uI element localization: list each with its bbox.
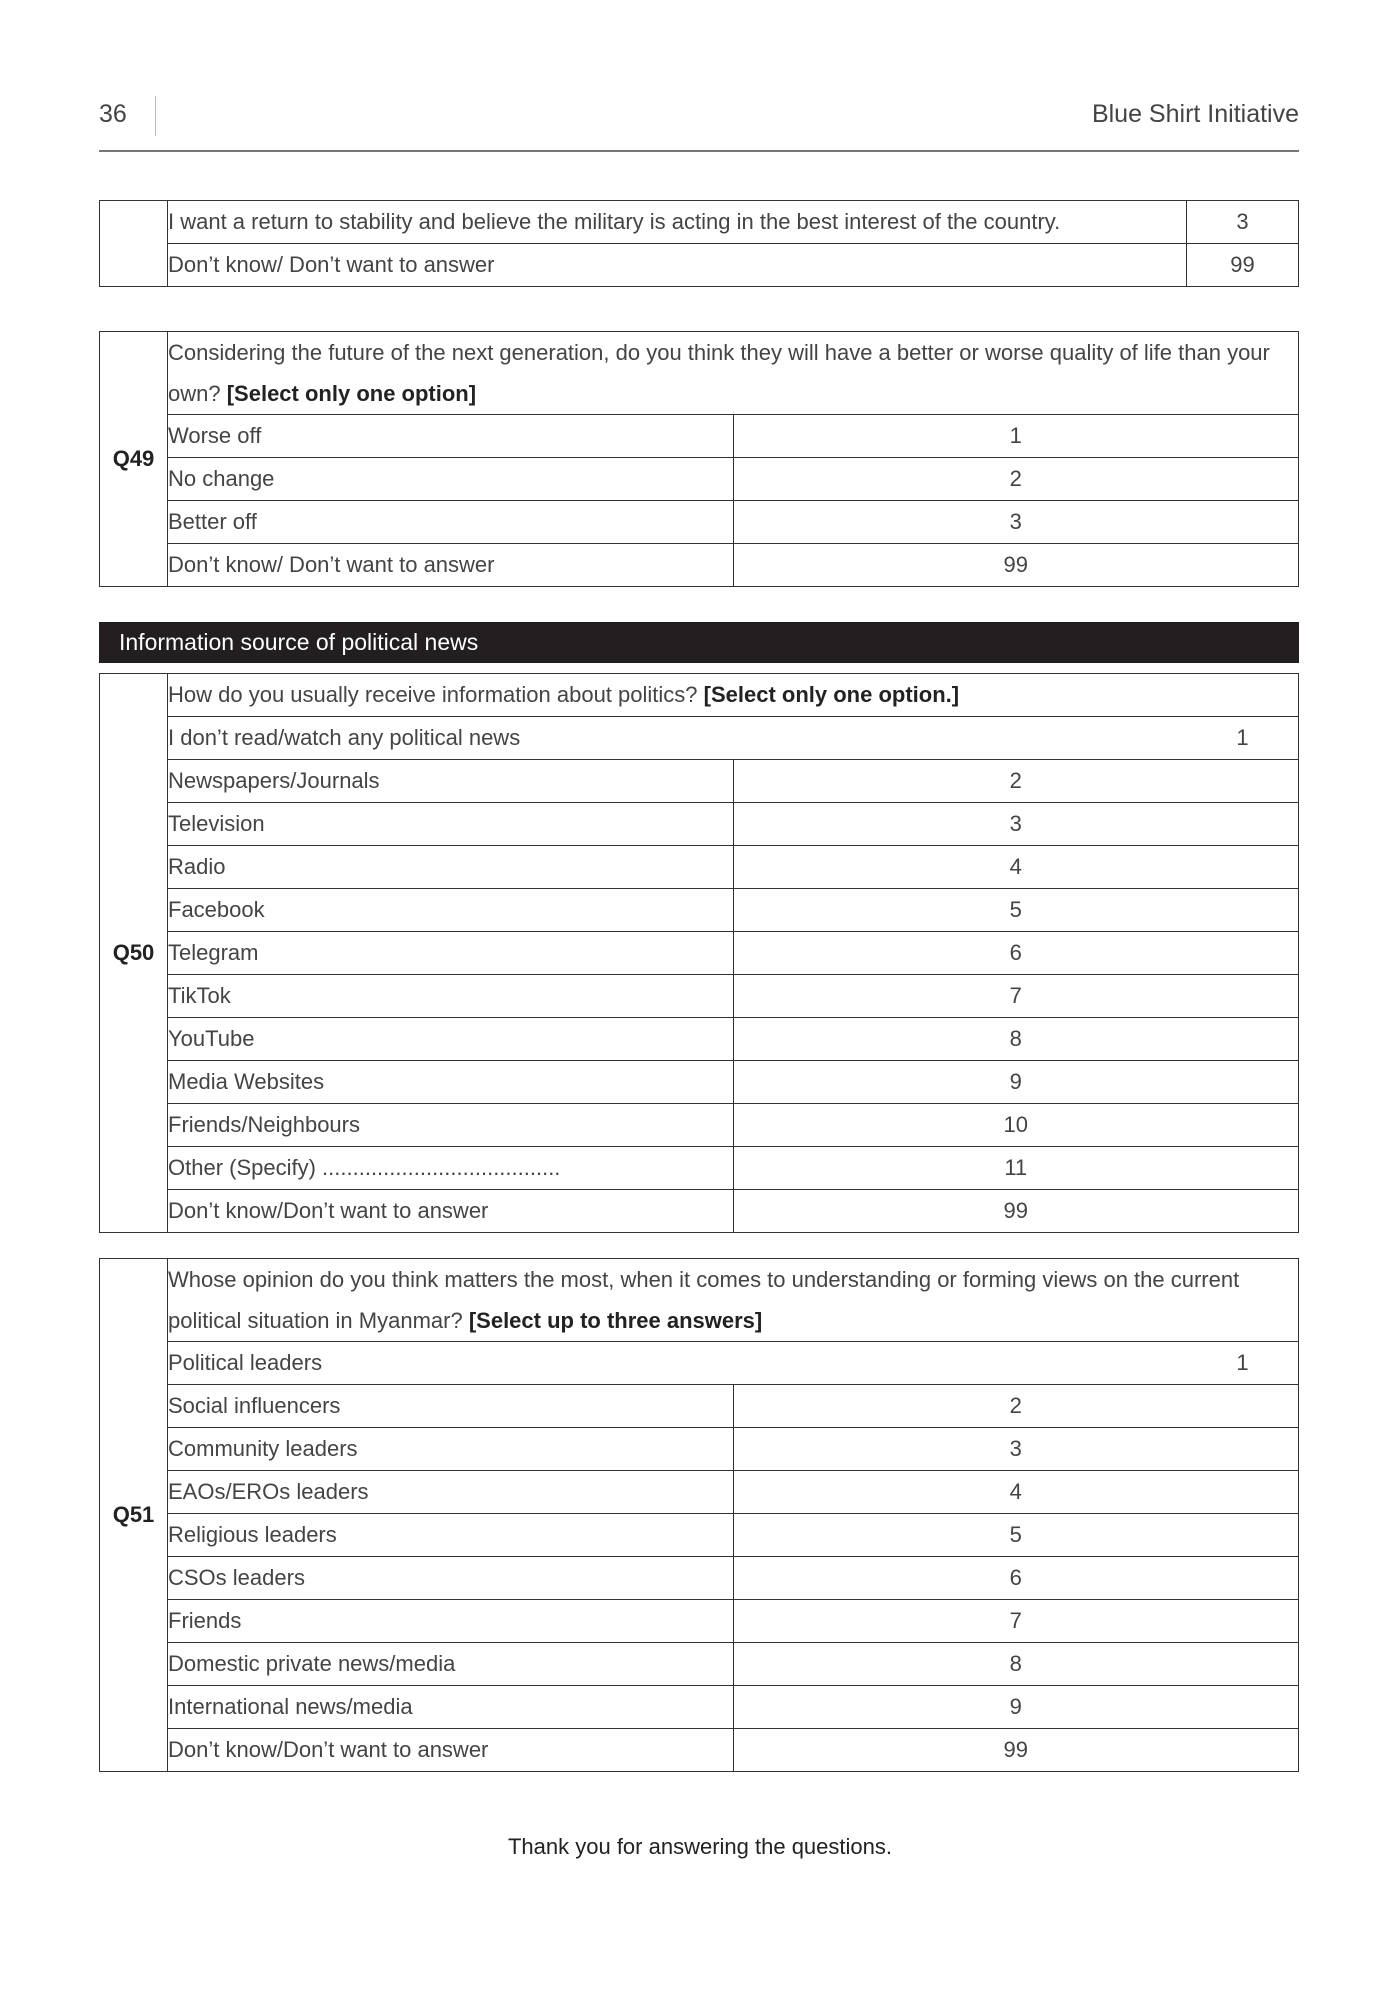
option-text: YouTube [168,1018,734,1061]
option-row [100,201,1299,244]
option-row [100,244,1299,287]
option-code: 3 [733,803,1299,846]
question-instruction: [Select only one option.] [703,682,960,707]
option-text: Telegram [168,932,734,975]
option-code: 2 [733,458,1299,501]
q49-table [99,331,1299,587]
option-row [100,1342,1299,1385]
option-code: 7 [733,1600,1299,1643]
option-text: Don’t know/Don’t want to answer [168,1190,734,1233]
option-text: Worse off [168,415,734,458]
option-code: 11 [733,1147,1299,1190]
page-header [99,96,1299,152]
option-text: No change [168,458,734,501]
option-code: 4 [733,846,1299,889]
option-code: 8 [733,1643,1299,1686]
option-text: Newspapers/Journals [168,760,734,803]
question-number: Q49 [100,332,168,587]
option-code: 10 [733,1104,1299,1147]
option-row [100,1428,1299,1471]
option-row [100,1147,1299,1190]
closing-message: Thank you for answering the questions. [507,1834,892,1859]
option-text: Religious leaders [168,1514,734,1557]
q50-table [99,673,1299,1233]
option-text: Domestic private news/media [168,1643,734,1686]
option-row [100,975,1299,1018]
option-code: 2 [733,760,1299,803]
question-text [168,332,1299,415]
option-text: Don’t know/ Don’t want to answer [168,544,734,587]
page-number: 36 [99,100,127,128]
option-text: Friends [168,1600,734,1643]
question-row [100,1259,1299,1342]
option-text: I don’t read/watch any political news [168,725,521,750]
option-code: 1 [1236,1350,1249,1375]
option-code: 1 [1236,725,1249,750]
q51-table [99,1258,1299,1772]
question-instruction: [Select up to three answers] [468,1308,763,1333]
option-text: EAOs/EROs leaders [168,1471,734,1514]
option-row [100,1686,1299,1729]
option-text: Radio [168,846,734,889]
option-row [100,1104,1299,1147]
option-text: TikTok [168,975,734,1018]
question-number: Q50 [100,674,168,1233]
option-code: 7 [733,975,1299,1018]
option-code: 99 [733,1190,1299,1233]
option-text: Friends/Neighbours [168,1104,734,1147]
section-heading: Information source of political news [99,622,1299,663]
option-text: International news/media [168,1686,734,1729]
option-text: Television [168,803,734,846]
option-code: 2 [733,1385,1299,1428]
option-text: I want a return to stability and believe the military is acting in the best interest of the country. [168,201,1187,244]
option-row [100,458,1299,501]
option-row [100,803,1299,846]
option-text: CSOs leaders [168,1557,734,1600]
q48-continued-table [99,200,1299,287]
header-divider [155,96,156,136]
option-row [100,760,1299,803]
option-row [100,1514,1299,1557]
option-code: 6 [733,932,1299,975]
option-text: Community leaders [168,1428,734,1471]
question-text [168,1259,1299,1342]
option-row [100,1385,1299,1428]
option-text: Better off [168,501,734,544]
option-code: 5 [733,889,1299,932]
option-row [100,889,1299,932]
option-row [100,932,1299,975]
option-code: 6 [733,1557,1299,1600]
question-instruction: [Select only one option] [226,381,477,406]
option-code: 9 [733,1061,1299,1104]
option-code: 99 [733,544,1299,587]
option-text: Media Websites [168,1061,734,1104]
option-text-cell [168,1342,1299,1385]
question-row [100,332,1299,415]
option-code: 3 [1187,201,1299,244]
option-text: Don’t know/ Don’t want to answer [168,244,1187,287]
option-code: 9 [733,1686,1299,1729]
option-row [100,1643,1299,1686]
option-row [100,415,1299,458]
option-row [100,1061,1299,1104]
option-text-cell [168,717,1299,760]
option-text: Other (Specify) ....................................... [168,1147,734,1190]
option-row [100,846,1299,889]
question-row [100,674,1299,717]
option-row [100,1557,1299,1600]
option-code: 99 [733,1729,1299,1772]
option-code: 99 [1187,244,1299,287]
question-body: Considering the future of the next generation, do you think they will have a better or worse quality of life than your own? [168,340,1270,406]
option-row [100,1729,1299,1772]
option-row [100,717,1299,760]
question-number: Q51 [100,1259,168,1772]
option-row [100,1018,1299,1061]
option-code: 3 [733,1428,1299,1471]
option-row [100,1190,1299,1233]
publication-title: Blue Shirt Initiative [1091,100,1299,128]
option-row [100,1600,1299,1643]
option-row [100,501,1299,544]
option-text: Social influencers [168,1385,734,1428]
option-text: Don’t know/Don’t want to answer [168,1729,734,1772]
option-code: 4 [733,1471,1299,1514]
option-code: 5 [733,1514,1299,1557]
option-row [100,1471,1299,1514]
header-rule [99,150,1299,152]
option-code: 8 [733,1018,1299,1061]
question-text [168,674,1299,717]
option-code: 1 [733,415,1299,458]
option-text: Political leaders [168,1350,323,1375]
question-body: How do you usually receive information about politics? [168,682,698,707]
question-body: Whose opinion do you think matters the most, when it comes to understanding or forming views on the current political situation in Myanmar? [168,1267,1240,1333]
question-number-cell [100,201,168,287]
option-code: 3 [733,501,1299,544]
option-text: Facebook [168,889,734,932]
option-row [100,544,1299,587]
